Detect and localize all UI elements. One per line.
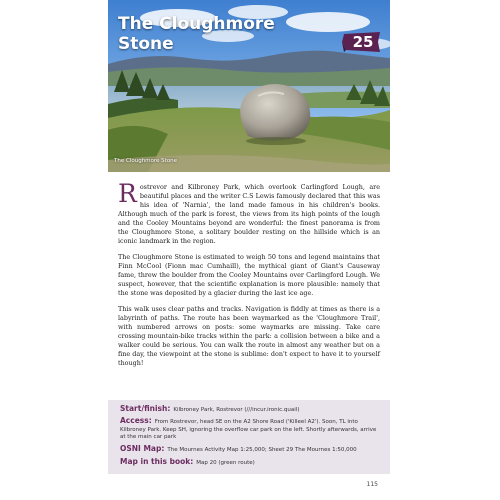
info-start <box>120 405 378 415</box>
paragraph-legend: The Cloughmore Stone is estimated to weigh 50 tons and legend maintains that Finn McCool (Fionn mac Cumhaill), the mythical giant of Giant's Causeway fame, threw the boulder from the Cooley Mountains over Carlingford Lough. We suspect, however, that the scientific explanation is more plausible: namely that the stone was deposited by a glacier during the last ice age. <box>118 253 380 297</box>
info-osni-map <box>120 445 378 455</box>
page-number: 115 <box>366 481 378 488</box>
paragraph-intro <box>118 179 380 246</box>
route-info-box <box>108 400 390 474</box>
info-map-in-book <box>120 458 378 468</box>
osni-label: OSNI Map: <box>120 444 165 453</box>
walk-number-badge <box>342 32 382 52</box>
start-label: Start/finish: <box>120 404 171 413</box>
walk-title <box>118 14 275 54</box>
walk-title-line2: Stone <box>118 34 174 54</box>
map-value: Map 20 (green route) <box>196 460 255 466</box>
drop-cap: R <box>118 179 137 208</box>
photo-caption: The Cloughmore Stone <box>114 158 178 164</box>
osni-value: The Mournes Activity Map 1:25,000; Sheet 29 The Mournes 1:50,000 <box>167 447 357 453</box>
book-page <box>108 0 390 500</box>
access-value: From Rostrevor, head SE on the A2 Shore Road ('Killeel A2'). Soon, TL into Kilbroney Park. Keep SH, ignoring the overflow car park on the left. Shortly afterwards, arrive at the main car park <box>120 419 377 440</box>
paragraph-route: This walk uses clear paths and tracks. Navigation is fiddly at times as there is a labyrinth of paths. The route has been waymarked as the 'Cloughmore Trail', with numbered arrows on posts: some waymarks are missing. Take care crossing mountain-bike tracks within the park: a collision between a bike and a walker could be serious. You can walk the route in almost any weather but on a fine day, the viewpoint at the stone is sublime: don't expect to have it to yourself though! <box>118 305 380 367</box>
walk-title-line1: The Cloughmore <box>118 14 275 34</box>
start-value: Kilbroney Park, Rostrevor (///incur.ironic.quail) <box>173 407 300 413</box>
walk-number: 25 <box>352 33 374 51</box>
body-text <box>118 179 380 375</box>
access-label: Access: <box>120 416 152 425</box>
cloughmore-stone-photo <box>108 0 390 172</box>
map-label: Map in this book: <box>120 457 194 466</box>
info-access <box>120 417 378 442</box>
paragraph-intro-text: ostrevor and Kilbroney Park, which overlook Carlingford Lough, are beautiful places and the writer C.S Lewis famously declared that this was his idea of 'Narnia', the land made famous in his children's books. Although much of the park is forest, the views from its high points of the lough and the Cooley Mountains beyond are wonderful: the finest panorama is from the Cloughmore Stone, a solitary boulder resting on the hillside which is an iconic landmark in the region. <box>118 183 380 245</box>
